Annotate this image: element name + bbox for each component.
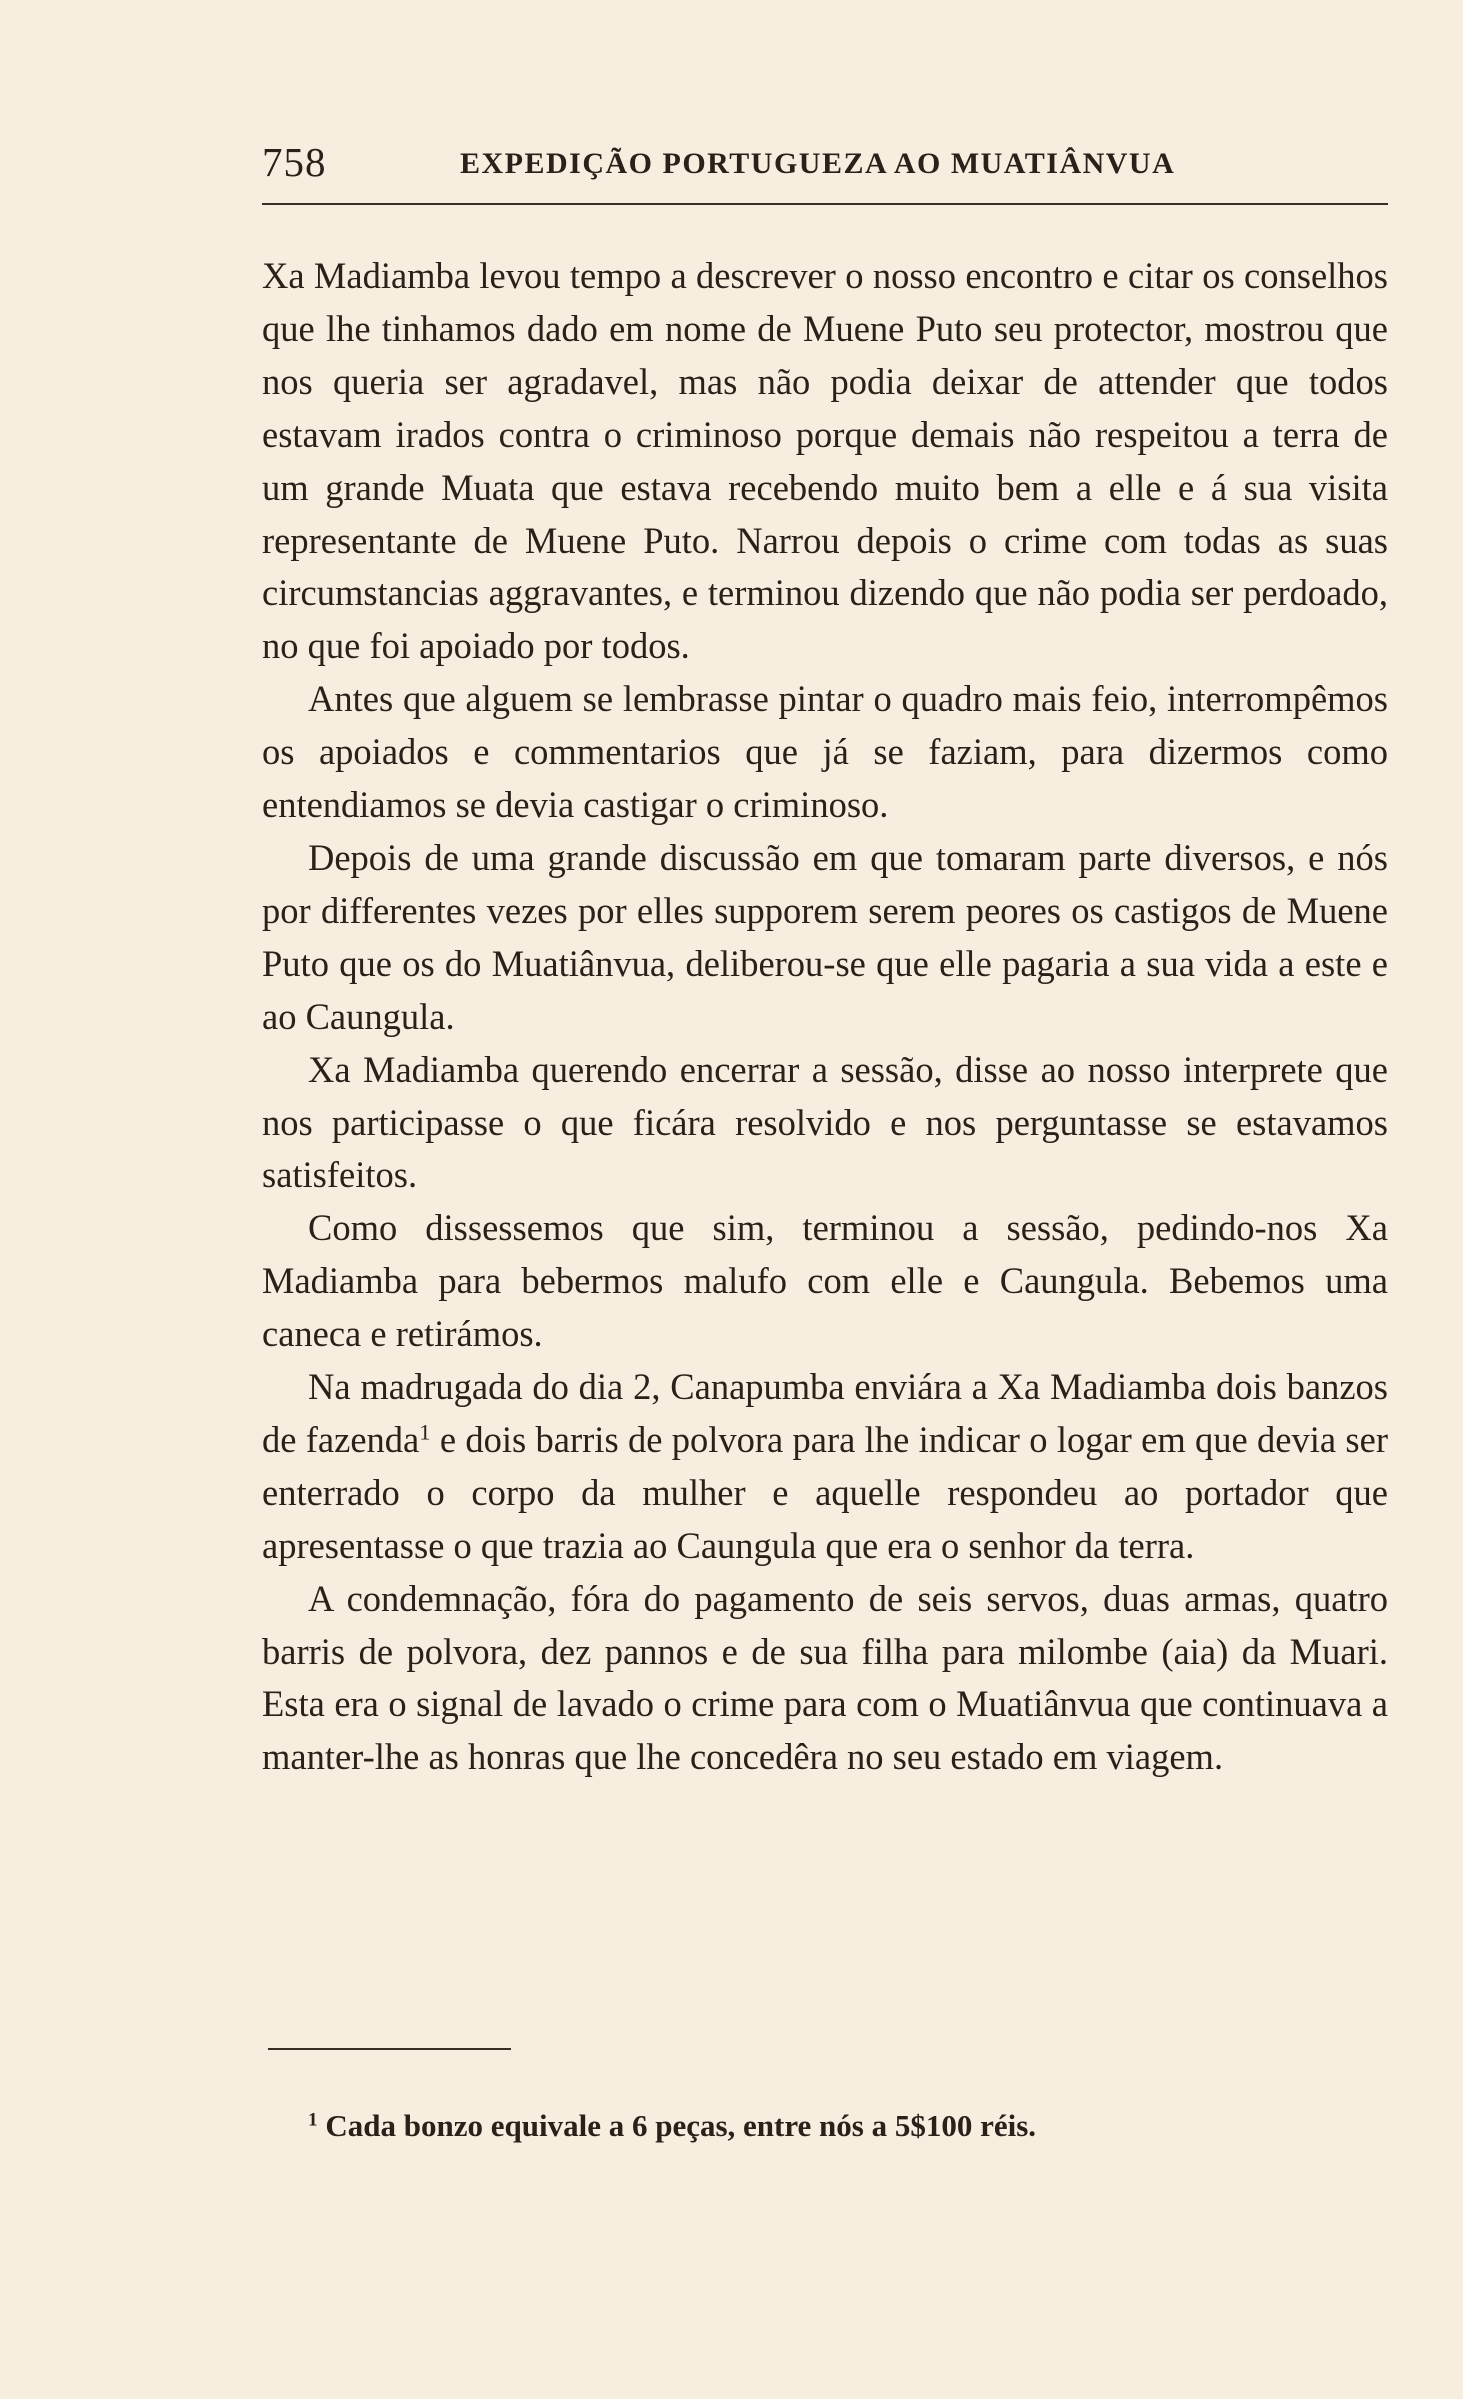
page-header <box>262 138 1388 188</box>
footnote <box>308 2104 1368 2148</box>
paragraph: Como dissessemos que sim, terminou a sessão, pedindo-nos Xa Madiamba para bebermos malufo com elle e Caungula. Bebemos uma caneca e retirámos. <box>262 1207 1388 1355</box>
footnote-reference: 1 <box>419 1419 431 1445</box>
header-rule <box>262 203 1388 205</box>
paragraph <box>262 1361 1388 1573</box>
footnote-marker: 1 <box>308 2109 318 2131</box>
paragraph: Xa Madiamba querendo encerrar a sessão, disse ao nosso interprete que nos participasse o que ficára resolvido e nos perguntasse se estavamos satisfeitos. <box>262 1048 1388 1196</box>
paragraph-text: Na madrugada do dia 2, Canapumba enviára a Xa Madiamba dois banzos de fazenda <box>262 1366 1388 1460</box>
page-number: 758 <box>262 139 327 185</box>
paragraph: A condemnação, fóra do pagamento de seis servos, duas armas, quatro barris de polvora, dez pannos e de sua filha para milombe (aia) da Muari. Esta era o signal de lavado o crime para com o Muatiânvua que continuava a manter-lhe as honras que lhe concedêra no seu estado em viagem. <box>262 1577 1388 1778</box>
paragraph: Antes que alguem se lembrasse pintar o quadro mais feio, interrompêmos os apoiados e commentarios que já se faziam, para dizermos como entendiamos se devia castigar o criminoso. <box>262 678 1388 826</box>
paragraph: Depois de uma grande discussão em que tomaram parte diversos, e nós por differentes vezes por elles supporem serem peores os castigos de Muene Puto que os do Muatiânvua, deliberou-se que elle pagaria a sua vida a este e ao Caungula. <box>262 836 1388 1037</box>
paragraph: Xa Madiamba levou tempo a descrever o nosso encontro e citar os conselhos que lhe tinhamos dado em nome de Muene Puto seu protector, mostrou que nos queria ser agradavel, mas não podia deixar de attender que todos estavam irados contra o criminoso porque demais não respeitou a terra de um grande Muata que estava recebendo muito bem a elle e á sua visita representante de Muene Puto. Narrou depois o crime com todas as suas circumstancias aggravantes, e terminou dizendo que não podia ser perdoado, no que foi apoiado por todos. <box>262 255 1388 667</box>
running-title: EXPEDIÇÃO PORTUGUEZA AO MUATIÂNVUA <box>460 147 1176 180</box>
footnote-rule <box>268 2048 511 2050</box>
main-text <box>262 250 1388 1784</box>
paragraph-text: e dois barris de polvora para lhe indicar o logar em que devia ser enterrado o corpo da mulher e aquelle respondeu ao portador que apresentasse o que trazia ao Caungula que era o senhor da terra. <box>262 1418 1388 1566</box>
footnote-text: Cada bonzo equivale a 6 peças, entre nós a 5$100 réis. <box>325 2108 1037 2143</box>
